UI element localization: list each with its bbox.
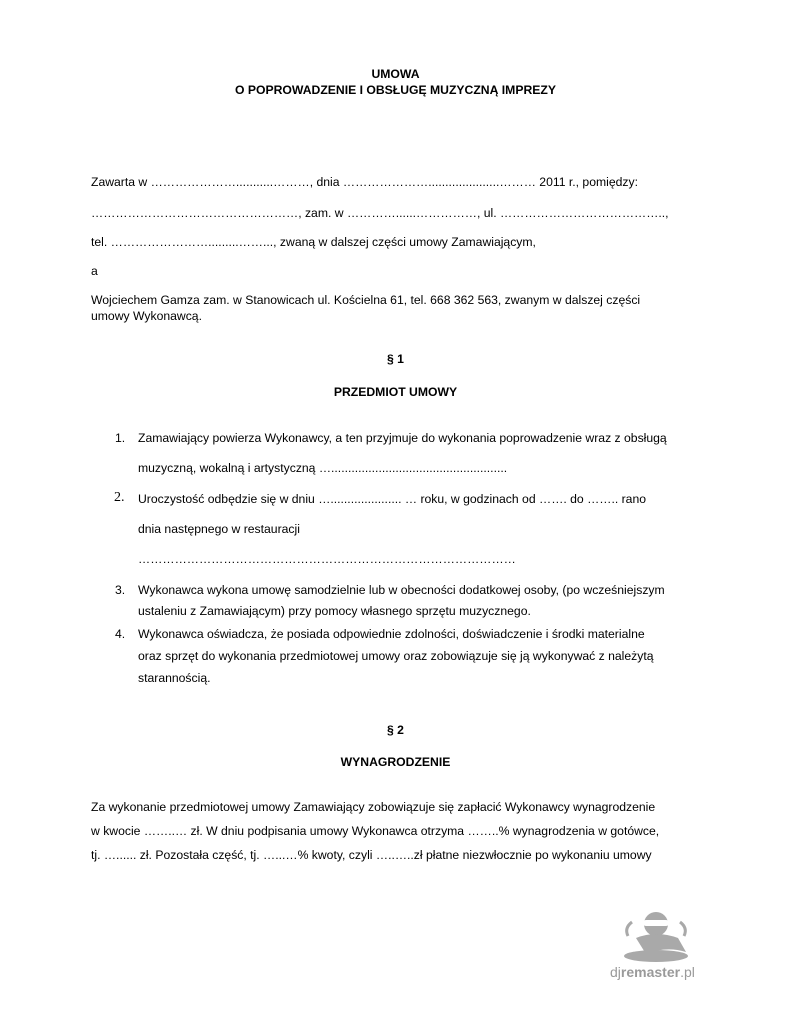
item-line: dnia następnego w restauracji bbox=[138, 522, 300, 536]
section2-line: w kwocie ……..… zł. W dniu podpisania umowy Wykonawca otrzyma ……..% wynagrodzenia w gotówce, bbox=[91, 824, 660, 838]
djremaster-watermark-logo bbox=[606, 908, 706, 988]
section2-number: § 2 bbox=[387, 723, 404, 737]
item-line: Uroczystość odbędzie się w dniu …..................... … roku, w godzinach od ……. do …….. rano bbox=[138, 492, 647, 506]
dj-mascot-icon bbox=[606, 908, 706, 964]
item-number: 1. bbox=[115, 431, 126, 445]
item-line: Wykonawca wykona umowę samodzielnie lub w obecności dodatkowej osoby, (po wcześniejszym bbox=[138, 583, 665, 597]
section2-line: Za wykonanie przedmiotowej umowy Zamawiający zobowiązuje się zapłacić Wykonawcy wynagrodzenie bbox=[91, 800, 656, 814]
intro-contractor-line2: umowy Wykonawcą. bbox=[91, 309, 202, 323]
item-number: 2. bbox=[114, 490, 125, 505]
item-line: ………………………………………………………………………………… bbox=[138, 552, 516, 566]
item-line: starannością. bbox=[138, 671, 211, 685]
item-line: muzyczną, wokalną i artystyczną ….................................................... bbox=[138, 461, 508, 475]
watermark-brand-prefix: dj bbox=[610, 964, 621, 980]
section1-heading: PRZEDMIOT UMOWY bbox=[333, 385, 458, 399]
item-line: Zamawiający powierza Wykonawcy, a ten przyjmuje do wykonania poprowadzenie wraz z obsługą bbox=[138, 431, 667, 445]
intro-contractor-line1: Wojciechem Gamza zam. w Stanowicach ul. Kościelna 61, tel. 668 362 563, zwanym w dalszej części bbox=[91, 293, 641, 307]
section1-number: § 1 bbox=[387, 352, 404, 366]
intro-and: a bbox=[91, 264, 98, 278]
item-line: Wykonawca oświadcza, że posiada odpowiednie zdolności, doświadczenie i środki materialne bbox=[138, 627, 645, 641]
item-number: 3. bbox=[115, 583, 126, 597]
watermark-brand-main: remaster bbox=[620, 964, 681, 980]
section2-line: tj. …...... zł. Pozostała część, tj. …...…% kwoty, czyli …..…..zł płatne niezwłocznie po wykonaniu umowy bbox=[91, 848, 652, 862]
section2-heading: WYNAGRODZENIE bbox=[340, 755, 451, 769]
document-title-line2: O POPROWADZENIE I OBSŁUGĘ MUZYCZNĄ IMPREZY bbox=[235, 83, 556, 97]
watermark-brand bbox=[610, 964, 695, 980]
intro-phone-line: tel. …………………….........……..., zwaną w dalszej części umowy Zamawiającym, bbox=[91, 235, 536, 249]
item-number: 4. bbox=[115, 627, 126, 641]
item-line: ustaleniu z Zamawiającym) przy pomocy własnego sprzętu muzycznego. bbox=[138, 604, 531, 618]
item-line: oraz sprzęt do wykonania przedmiotowej umowy oraz zobowiązuje się ją wykonywać z należytą bbox=[138, 649, 654, 663]
document-title-line1: UMOWA bbox=[371, 67, 420, 81]
intro-address-line: ……………………………………………, zam. w …………......……………, ul. ………………………………….., bbox=[91, 206, 669, 220]
watermark-brand-suffix: .pl bbox=[680, 964, 695, 980]
intro-concluded-line: Zawarta w …………………...........………, dnia ………………….....................……… 2011 r., pomiędzy: bbox=[91, 175, 638, 189]
